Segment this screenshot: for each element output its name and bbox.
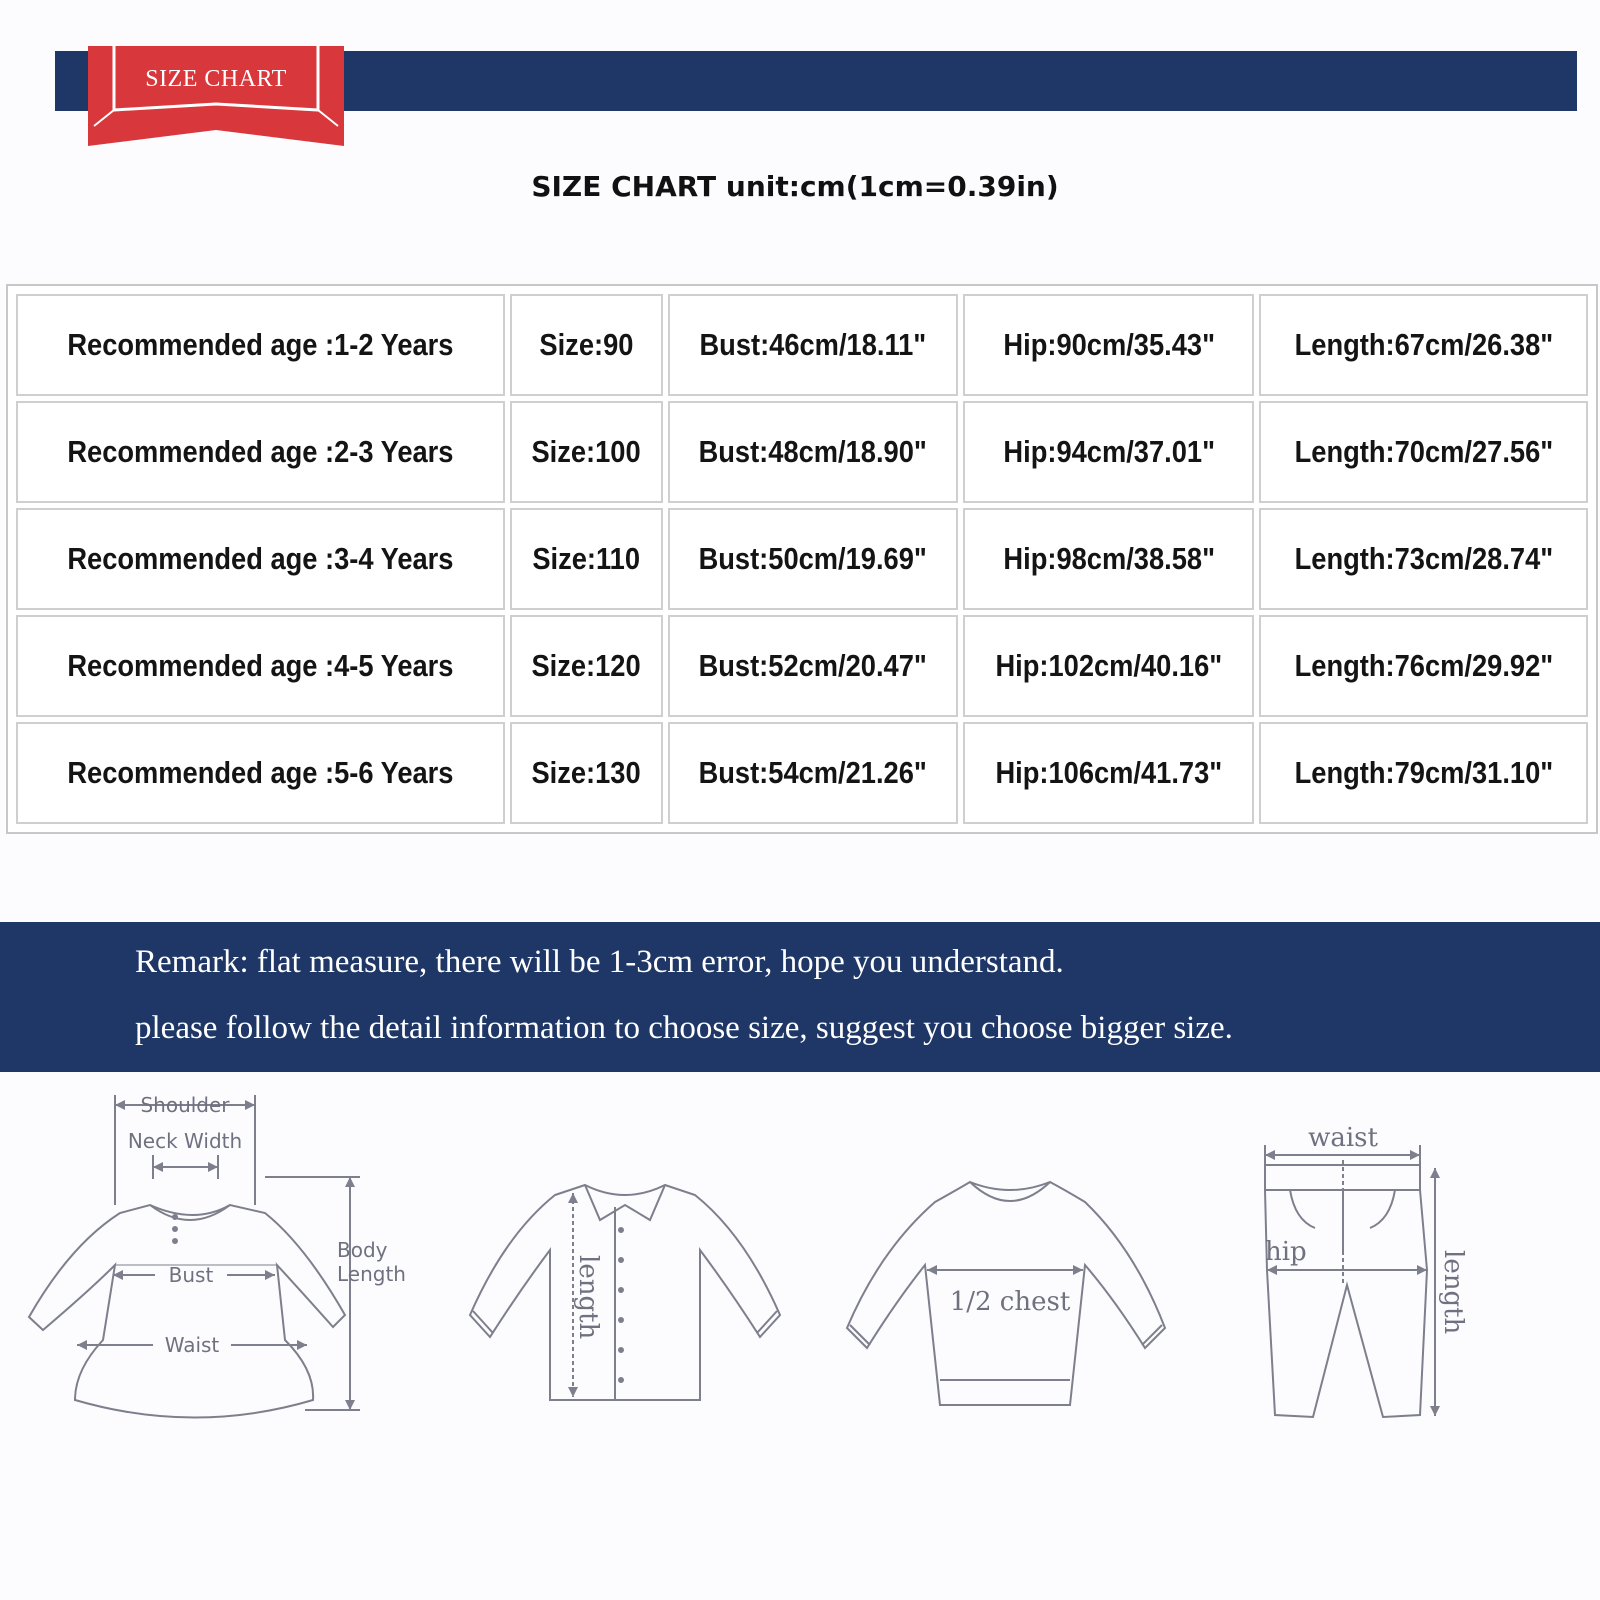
shirt-diagram bbox=[455, 1175, 805, 1415]
table-row bbox=[16, 294, 1588, 396]
hip-cell bbox=[963, 508, 1254, 610]
bust-cell bbox=[668, 722, 959, 824]
age-cell bbox=[16, 508, 505, 610]
length-cell-text: Length:76cm/29.92" bbox=[1294, 648, 1553, 683]
length-cell bbox=[1259, 294, 1588, 396]
length-cell bbox=[1259, 401, 1588, 503]
shirt-length-label: length bbox=[573, 1255, 603, 1340]
ribbon-label: SIZE CHART bbox=[145, 66, 287, 92]
size-cell-text: Size:90 bbox=[539, 327, 634, 362]
hip-cell bbox=[963, 401, 1254, 503]
age-cell-text: Recommended age :4-5 Years bbox=[67, 648, 454, 683]
length-cell bbox=[1259, 508, 1588, 610]
age-cell-text: Recommended age :2-3 Years bbox=[67, 434, 454, 469]
bust-cell bbox=[668, 615, 959, 717]
chest-label: 1/2 chest bbox=[949, 1287, 1071, 1317]
length-cell-text: Length:70cm/27.56" bbox=[1294, 434, 1553, 469]
table-row bbox=[16, 401, 1588, 503]
bust-cell-text: Bust:48cm/18.90" bbox=[698, 434, 928, 469]
age-cell bbox=[16, 615, 505, 717]
pants-diagram bbox=[1255, 1120, 1485, 1440]
hip-cell bbox=[963, 294, 1254, 396]
remark-line-1: Remark: flat measure, there will be 1-3cm error, hope you understand. bbox=[135, 944, 1064, 980]
age-cell bbox=[16, 722, 505, 824]
hip-cell-text: Hip:94cm/37.01" bbox=[1002, 434, 1215, 469]
bust-cell bbox=[668, 294, 959, 396]
bust-cell bbox=[668, 401, 959, 503]
age-cell-text: Recommended age :5-6 Years bbox=[67, 755, 454, 790]
size-cell-text: Size:100 bbox=[531, 434, 642, 469]
size-cell bbox=[510, 294, 662, 396]
chart-subtitle: SIZE CHART unit:cm(1cm=0.39in) bbox=[531, 170, 1059, 203]
age-cell bbox=[16, 294, 505, 396]
hip-cell-text: Hip:102cm/40.16" bbox=[995, 648, 1223, 683]
age-cell-text: Recommended age :3-4 Years bbox=[67, 541, 454, 576]
pants-hip-label: hip bbox=[1265, 1237, 1307, 1267]
table-row bbox=[16, 615, 1588, 717]
size-cell bbox=[510, 508, 662, 610]
bust-cell-text: Bust:46cm/18.11" bbox=[699, 327, 927, 362]
pants-waist-label: waist bbox=[1308, 1123, 1378, 1153]
body-label: Body bbox=[337, 1238, 388, 1262]
hip-cell-text: Hip:106cm/41.73" bbox=[995, 755, 1223, 790]
table-row bbox=[16, 508, 1588, 610]
bust-cell-text: Bust:50cm/19.69" bbox=[698, 541, 928, 576]
bust-cell-text: Bust:54cm/21.26" bbox=[698, 755, 928, 790]
size-cell bbox=[510, 615, 662, 717]
hip-cell bbox=[963, 722, 1254, 824]
neck-width-label: Neck Width bbox=[127, 1129, 243, 1153]
size-cell-text: Size:120 bbox=[531, 648, 642, 683]
length-cell-text: Length:67cm/26.38" bbox=[1294, 327, 1553, 362]
hip-cell bbox=[963, 615, 1254, 717]
size-chart-ribbon bbox=[88, 46, 344, 152]
size-cell-text: Size:130 bbox=[531, 755, 642, 790]
pants-length-label: length bbox=[1438, 1250, 1468, 1335]
length-label: Length bbox=[337, 1262, 406, 1286]
bust-label: Bust bbox=[168, 1263, 214, 1287]
size-cell-text: Size:110 bbox=[532, 541, 641, 576]
remark-line-2: please follow the detail information to choose size, suggest you choose bigger size. bbox=[135, 1010, 1233, 1046]
bust-cell-text: Bust:52cm/20.47" bbox=[698, 648, 928, 683]
length-cell bbox=[1259, 615, 1588, 717]
length-cell bbox=[1259, 722, 1588, 824]
dress-diagram bbox=[15, 1095, 415, 1445]
table-row bbox=[16, 722, 1588, 824]
length-cell-text: Length:79cm/31.10" bbox=[1294, 755, 1553, 790]
bust-cell bbox=[668, 508, 959, 610]
age-cell-text: Recommended age :1-2 Years bbox=[67, 327, 454, 362]
size-cell bbox=[510, 401, 662, 503]
hip-cell-text: Hip:98cm/38.58" bbox=[1002, 541, 1215, 576]
length-cell-text: Length:73cm/28.74" bbox=[1294, 541, 1553, 576]
size-cell bbox=[510, 722, 662, 824]
age-cell bbox=[16, 401, 505, 503]
size-table bbox=[6, 284, 1598, 834]
shoulder-label: Shoulder bbox=[140, 1095, 230, 1117]
waist-label: Waist bbox=[164, 1333, 220, 1357]
sweater-diagram bbox=[835, 1180, 1185, 1420]
hip-cell-text: Hip:90cm/35.43" bbox=[1002, 327, 1215, 362]
